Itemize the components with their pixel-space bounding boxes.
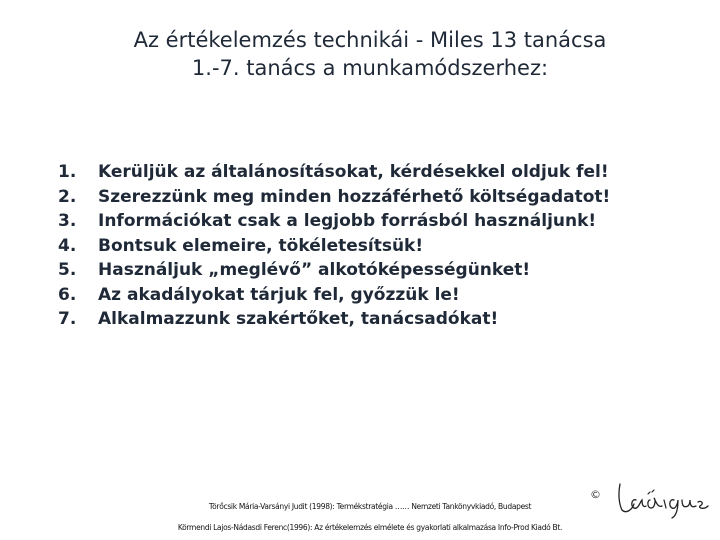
list-item <box>58 234 708 259</box>
title-line-1: Az értékelemzés technikái - Miles 13 tanácsa <box>133 28 607 52</box>
reference-2: Körmendi Lajos-Nádasdi Ferenc(1996): Az értékelemzés elmélete és gyakorlati alkalmazása Info-Prod Kiadó Bt. <box>177 523 563 532</box>
list-item <box>58 258 708 283</box>
list-item-text: Bontsuk elemeire, tökéletesítsük! <box>98 235 424 256</box>
list-item-number: 1. <box>58 162 77 183</box>
list-item-number: 4. <box>58 235 77 256</box>
list-item-number: 5. <box>58 260 77 281</box>
list-item <box>58 185 708 210</box>
list-item <box>58 160 708 185</box>
list-item <box>58 307 708 332</box>
list-item <box>58 209 708 234</box>
list-item-text: Alkalmazzunk szakértőket, tanácsadókat! <box>98 309 499 330</box>
list-item-number: 2. <box>58 186 77 207</box>
references <box>150 496 590 538</box>
reference-1: Törőcsik Mária-Varsányi Judit (1998): Termékstratégia …… Nemzeti Tankönyvkiadó, Budapest <box>208 502 532 511</box>
copyright-symbol: © <box>590 488 601 501</box>
slide-title <box>60 26 680 82</box>
list-item-text: Kerüljük az általánosításokat, kérdésekkel oldjuk fel! <box>98 162 609 183</box>
list-item-text: Szerezzünk meg minden hozzáférhető költségadatot! <box>98 186 611 207</box>
list-item-number: 6. <box>58 284 77 305</box>
signature-image <box>612 470 712 520</box>
list-item-text: Az akadályokat tárjuk fel, győzzük le! <box>98 284 460 305</box>
list-item-number: 3. <box>58 211 77 232</box>
list-item-text: Használjuk „meglévő” alkotóképességünket! <box>98 260 531 281</box>
list-item-text: Információkat csak a legjobb forrásból használjunk! <box>98 211 597 232</box>
list-item <box>58 283 708 308</box>
advice-list <box>58 160 708 332</box>
title-line-2: 1.-7. tanács a munkamódszerhez: <box>191 56 549 80</box>
list-item-number: 7. <box>58 309 77 330</box>
